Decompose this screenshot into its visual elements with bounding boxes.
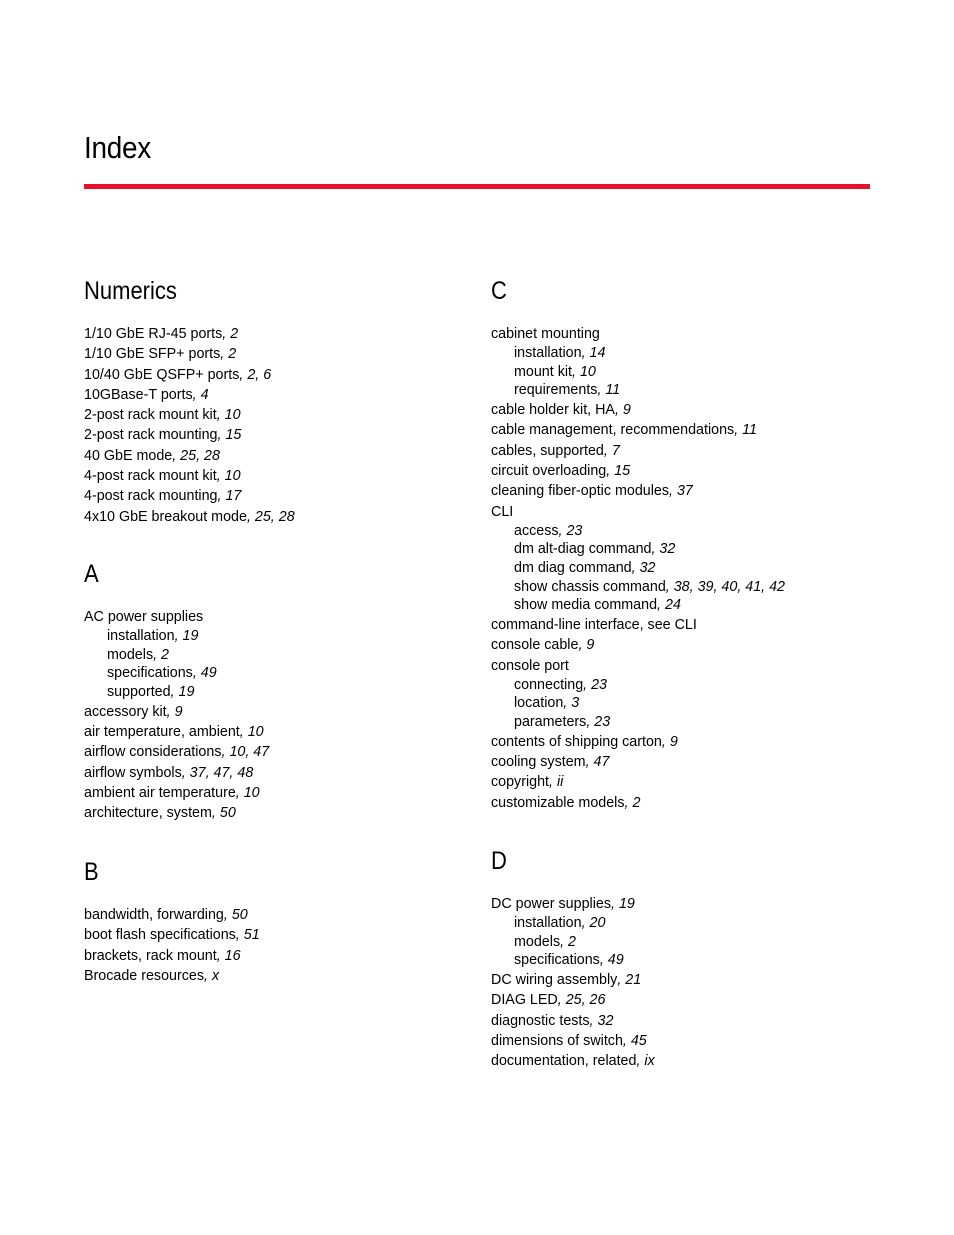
page-reference-link[interactable]: 49 [200, 665, 217, 682]
index-subentry [84, 627, 484, 646]
section-heading: C [491, 277, 507, 305]
index-subentry [491, 596, 891, 615]
index-term: cable management, recommendations [491, 422, 735, 439]
page-reference-link[interactable]: ii [556, 774, 564, 791]
separator: , [636, 1053, 645, 1070]
separator: , [560, 933, 569, 950]
index-subentry [84, 664, 484, 683]
separator: , [216, 407, 225, 424]
page-reference-link[interactable]: 10, 47 [229, 744, 270, 761]
index-term: ambient air temperature [84, 784, 236, 801]
index-subentry [491, 694, 891, 713]
index-entry [84, 925, 484, 945]
page-reference-link[interactable]: 38, 39, 40, 41, 42 [673, 578, 786, 595]
separator: , [606, 462, 615, 479]
separator: , [172, 447, 181, 464]
separator: , [549, 774, 557, 791]
index-entry [84, 425, 484, 445]
index-term: air temperature, ambient [84, 724, 240, 741]
index-subentry [491, 933, 891, 952]
index-entry [84, 466, 484, 486]
index-term: 10GBase-T ports [84, 386, 193, 403]
index-term: cleaning fiber-optic modules [491, 483, 670, 500]
separator: , [578, 637, 587, 654]
index-term: accessory kit [84, 703, 167, 720]
index-entry [84, 763, 484, 783]
index-term: dimensions of switch [491, 1032, 623, 1049]
index-subterm: models [514, 933, 561, 950]
index-subentry [491, 344, 891, 363]
separator: , [181, 764, 190, 781]
index-term: Brocade resources [84, 967, 204, 984]
index-term: 4-post rack mounting [84, 488, 218, 505]
index-entry [84, 783, 484, 803]
index-term: diagnostic tests [491, 1012, 590, 1029]
index-subterm: location [514, 695, 564, 712]
index-subterm: mount kit [514, 363, 573, 380]
separator: , [239, 366, 248, 383]
index-entry [491, 441, 891, 461]
separator: , [217, 488, 226, 505]
index-entry [491, 772, 891, 792]
page-reference-link[interactable]: 50 [231, 907, 248, 923]
separator: , [222, 326, 231, 342]
separator: , [211, 805, 220, 822]
separator: , [153, 646, 162, 663]
index-section-b [84, 857, 484, 986]
separator: , [624, 794, 633, 811]
index-entry [84, 905, 484, 925]
index-entry [84, 742, 484, 762]
index-entry [84, 344, 484, 364]
page-reference-link[interactable]: 23 [594, 713, 611, 730]
index-subterm: models [107, 646, 154, 663]
page-reference-link[interactable]: 17 [225, 488, 242, 505]
page-reference-link[interactable]: 10 [579, 363, 596, 380]
index-section-a [84, 559, 484, 824]
index-subterm: installation [514, 915, 582, 931]
page-reference-link[interactable]: 10 [243, 784, 260, 801]
index-entry [491, 615, 891, 635]
separator: , [170, 684, 179, 701]
index-term: AC power supplies [84, 609, 204, 625]
separator: , [622, 1032, 631, 1049]
page-reference-link[interactable]: 20 [589, 915, 606, 931]
separator: , [651, 541, 660, 558]
separator: , [583, 676, 592, 693]
index-term: CLI [491, 503, 514, 520]
index-section-c [491, 276, 891, 813]
separator: , [216, 468, 225, 485]
separator: , [581, 345, 590, 361]
page-reference-link[interactable]: 2 [228, 346, 237, 363]
page-reference-link[interactable]: 21 [625, 972, 642, 989]
page-reference-link[interactable]: 50 [219, 805, 236, 822]
index-subterm: connecting [514, 676, 584, 693]
page-reference-link[interactable]: 19 [182, 628, 199, 644]
index-subterm: specifications [514, 952, 600, 969]
index-entry [84, 966, 484, 986]
page-reference-link[interactable]: 32 [639, 559, 656, 576]
index-term: 40 GbE mode [84, 447, 173, 464]
index-subentry [491, 559, 891, 578]
index-term: 1/10 GbE RJ-45 ports [84, 326, 223, 342]
index-entry-list [84, 324, 484, 527]
page-reference-link[interactable]: 47 [593, 753, 610, 770]
separator: , [246, 508, 255, 525]
page-reference-link[interactable]: 9 [669, 733, 678, 750]
separator: , [174, 628, 183, 644]
index-term: DIAG LED [491, 992, 558, 1009]
index-section-numerics [84, 276, 484, 527]
index-subentry [84, 646, 484, 665]
separator: , [217, 427, 226, 444]
index-term: documentation, related [491, 1053, 637, 1070]
index-term: DC wiring assembly [491, 972, 618, 989]
index-term: architecture, system [84, 805, 212, 822]
page-reference-link[interactable]: 2 [632, 794, 641, 811]
page-reference-link[interactable]: 11 [742, 422, 757, 439]
page-reference-link[interactable]: 11 [605, 382, 621, 399]
page-reference-link[interactable]: 23 [566, 522, 583, 539]
index-term: 2-post rack mounting [84, 427, 218, 444]
index-subentry [491, 381, 891, 400]
index-entry-list [491, 894, 891, 1072]
index-entry [491, 420, 891, 440]
index-subentry [491, 540, 891, 559]
page-reference-link[interactable]: 9 [174, 703, 183, 720]
page-reference-link[interactable]: 14 [589, 345, 606, 361]
index-subentry [491, 713, 891, 732]
separator: , [586, 713, 595, 730]
index-subterm: parameters [514, 713, 587, 730]
index-subterm: dm diag command [514, 559, 632, 576]
separator: , [239, 724, 248, 741]
index-term: cooling system [491, 753, 586, 770]
separator: , [572, 363, 580, 380]
index-subentry [491, 914, 891, 933]
index-term: console cable [491, 637, 579, 654]
page-reference-link[interactable]: 9 [586, 637, 595, 654]
separator: , [617, 972, 626, 989]
separator: , [223, 907, 232, 923]
separator: , [665, 578, 674, 595]
page-reference-link[interactable]: 7 [611, 442, 620, 459]
page-reference-link[interactable]: 9 [622, 402, 631, 419]
index-entry [491, 1051, 891, 1071]
separator: , [597, 382, 606, 399]
page-reference-link[interactable]: 32 [597, 1012, 614, 1029]
index-entry [84, 446, 484, 466]
index-subterm: access [514, 522, 559, 539]
index-entry [84, 324, 484, 344]
separator: , [192, 665, 201, 682]
index-entry [84, 405, 484, 425]
page-reference-link[interactable]: 37, 47, 48 [189, 764, 254, 781]
section-heading: B [84, 858, 99, 886]
separator: , [589, 1012, 598, 1029]
separator: , [734, 422, 743, 439]
index-entry [491, 635, 891, 655]
separator: , [166, 703, 175, 720]
separator: , [204, 967, 212, 984]
separator: , [585, 753, 594, 770]
page-reference-link[interactable]: 25, 28 [180, 447, 220, 464]
title-rule [84, 184, 870, 189]
index-entry [84, 702, 484, 722]
separator: , [603, 442, 612, 459]
index-term: 10/40 GbE QSFP+ ports [84, 366, 240, 383]
page-reference-link[interactable]: 25, 26 [565, 992, 606, 1009]
page-reference-link[interactable]: 2, 6 [247, 366, 272, 383]
index-entry [84, 803, 484, 823]
page-reference-link[interactable]: 10 [247, 724, 264, 741]
index-entry-list [84, 607, 484, 824]
index-entry [491, 732, 891, 752]
index-entry [491, 990, 891, 1010]
index-term: customizable models [491, 794, 625, 811]
page-reference-link[interactable]: 2 [568, 933, 576, 950]
index-entry [84, 365, 484, 385]
page-reference-link[interactable]: 51 [243, 927, 260, 944]
page-reference-link[interactable]: 19 [178, 684, 195, 701]
index-entry-list [491, 324, 891, 813]
index-term: cable holder kit, HA [491, 402, 615, 419]
page-reference-link[interactable]: ix [644, 1053, 655, 1070]
separator: , [631, 559, 640, 576]
index-term: bandwidth, forwarding [84, 907, 224, 923]
index-entry [84, 722, 484, 742]
page-reference-link[interactable]: 49 [607, 952, 624, 969]
separator: , [657, 597, 665, 614]
separator: , [235, 927, 244, 944]
index-subentry [491, 578, 891, 597]
index-subterm: dm alt-diag command [514, 541, 652, 558]
index-term: command-line interface, see CLI [491, 616, 697, 633]
separator: , [614, 402, 623, 419]
index-entry [84, 507, 484, 527]
index-subterm: installation [514, 345, 582, 361]
separator: , [599, 952, 608, 969]
page-reference-link[interactable]: x [211, 967, 220, 984]
index-entry [491, 793, 891, 813]
page-reference-link[interactable]: 45 [630, 1032, 647, 1049]
index-subterm: specifications [107, 665, 193, 682]
index-subentry [491, 522, 891, 541]
index-term: contents of shipping carton [491, 733, 662, 750]
index-term: console port [491, 657, 569, 674]
page-reference-link[interactable]: 10 [224, 407, 241, 424]
index-term: cabinet mounting [491, 326, 600, 342]
page-reference-link[interactable]: 4 [200, 386, 209, 403]
index-term: 4-post rack mount kit [84, 468, 217, 485]
separator: , [558, 522, 567, 539]
index-subterm: installation [107, 628, 175, 644]
index-entry [491, 461, 891, 481]
index-entry [491, 656, 891, 676]
page-reference-link[interactable]: 2 [230, 326, 239, 342]
index-term: brackets, rack mount [84, 947, 217, 964]
separator: , [235, 784, 244, 801]
page-reference-link[interactable]: 2 [161, 646, 169, 663]
index-term: 2-post rack mount kit [84, 407, 217, 424]
index-entry [491, 1011, 891, 1031]
separator: , [221, 744, 230, 761]
page-reference-link[interactable]: 32 [659, 541, 676, 558]
index-entry [84, 385, 484, 405]
index-term: circuit overloading [491, 462, 607, 479]
index-subterm: show chassis command [514, 578, 666, 595]
page-reference-link[interactable]: 15 [614, 462, 631, 479]
section-heading: A [84, 560, 99, 588]
index-term: DC power supplies [491, 896, 611, 912]
page-reference-link[interactable]: 10 [224, 468, 241, 485]
page-reference-link[interactable]: 3 [571, 695, 580, 712]
separator: , [192, 386, 201, 403]
index-subentry [491, 951, 891, 970]
index-entry [491, 324, 891, 344]
index-term: copyright [491, 774, 550, 791]
index-subentry [491, 676, 891, 695]
separator: , [557, 992, 566, 1009]
index-entry-list [84, 905, 484, 986]
page-reference-link[interactable]: 19 [618, 896, 635, 912]
separator: , [661, 733, 670, 750]
index-term: airflow symbols [84, 764, 182, 781]
separator: , [611, 896, 619, 912]
index-entry [491, 481, 891, 501]
index-subterm: supported [107, 684, 171, 701]
index-entry [84, 607, 484, 627]
index-entry [491, 1031, 891, 1051]
index-entry [491, 400, 891, 420]
separator: , [581, 915, 590, 931]
index-entry [84, 946, 484, 966]
index-term: 1/10 GbE SFP+ ports [84, 346, 221, 363]
separator: , [563, 695, 572, 712]
index-subterm: requirements [514, 382, 598, 399]
page-reference-link[interactable]: 24 [665, 597, 681, 614]
index-subterm: show media command [514, 597, 658, 614]
page-reference-link[interactable]: 23 [591, 676, 608, 693]
section-heading: Numerics [84, 277, 177, 305]
index-entry [491, 970, 891, 990]
index-term: cables, supported [491, 442, 604, 459]
index-entry [491, 752, 891, 772]
index-subentry [491, 363, 891, 382]
page-reference-link[interactable]: 25, 28 [254, 508, 295, 525]
index-term: boot flash specifications [84, 927, 236, 944]
page-reference-link[interactable]: 16 [224, 947, 241, 964]
index-subentry [84, 683, 484, 702]
index-entry [491, 894, 891, 914]
page-title: Index [84, 130, 151, 165]
index-term: airflow considerations [84, 744, 222, 761]
index-entry [84, 486, 484, 506]
page-reference-link[interactable]: 37 [676, 483, 693, 500]
separator: , [220, 346, 229, 363]
section-heading: D [491, 847, 507, 875]
index-entry [491, 502, 891, 522]
separator: , [669, 483, 677, 500]
index-section-d [491, 846, 891, 1072]
index-term: 4x10 GbE breakout mode [84, 508, 247, 525]
separator: , [216, 947, 225, 964]
page-reference-link[interactable]: 15 [225, 427, 242, 444]
